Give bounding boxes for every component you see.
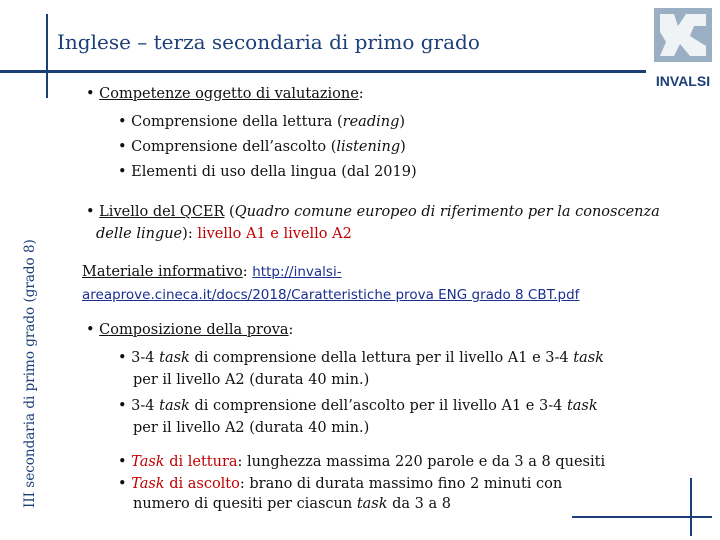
composizione-item: • 3-4 task di comprensione dell’ascolto per il livello A1 e 3-4 task: [118, 398, 598, 414]
materiale-link[interactable]: http://invalsi-: [252, 264, 342, 280]
materiale-link-continued[interactable]: areaprove.cineca.it/docs/2018/Caratteristiche prova ENG grado 8 CBT.pdf: [82, 287, 580, 303]
task-ascolto-line: • Task di ascolto: brano di durata massimo fino 2 minuti con: [118, 476, 563, 492]
materiale-line-2: [82, 285, 579, 306]
left-rule: [46, 14, 48, 98]
invalsi-logo: [650, 6, 714, 94]
invalsi-logo-text: INVALSI: [655, 73, 711, 89]
task-lettura-line: • Task di lettura: lunghezza massima 220 parole e da 3 a 8 quesiti: [118, 454, 606, 470]
composizione-item-2: per il livello A2 (durata 40 min.): [133, 372, 370, 388]
materiale-line: Materiale informativo: http://invalsi-: [82, 264, 342, 280]
competenze-item: • Comprensione della lettura (reading): [118, 114, 406, 130]
task-ascolto-line-2: numero di quesiti per ciascun task da 3 a 8: [133, 496, 451, 512]
qcer-line-2: delle lingue): livello A1 e livello A2: [96, 226, 352, 242]
competenze-item: • Elementi di uso della lingua (dal 2019): [118, 164, 417, 180]
sidebar-label: III secondaria di primo grado (grado 8): [22, 239, 38, 508]
composizione-item-2: per il livello A2 (durata 40 min.): [133, 420, 370, 436]
composizione-item: • 3-4 task di comprensione della lettura per il livello A1 e 3-4 task: [118, 350, 604, 366]
footer-vertical-rule: [690, 478, 692, 536]
composizione-heading: • Composizione della prova:: [86, 322, 294, 338]
invalsi-logo-icon: [650, 6, 714, 94]
competenze-item: • Comprensione dell’ascolto (listening): [118, 139, 406, 155]
qcer-line: • Livello del QCER (Quadro comune europeo di riferimento per la conoscenza: [86, 204, 660, 220]
header-rule: [0, 70, 646, 73]
page-title: Inglese – terza secondaria di primo grado: [57, 30, 480, 54]
competenze-heading: • Competenze oggetto di valutazione:: [86, 86, 364, 102]
